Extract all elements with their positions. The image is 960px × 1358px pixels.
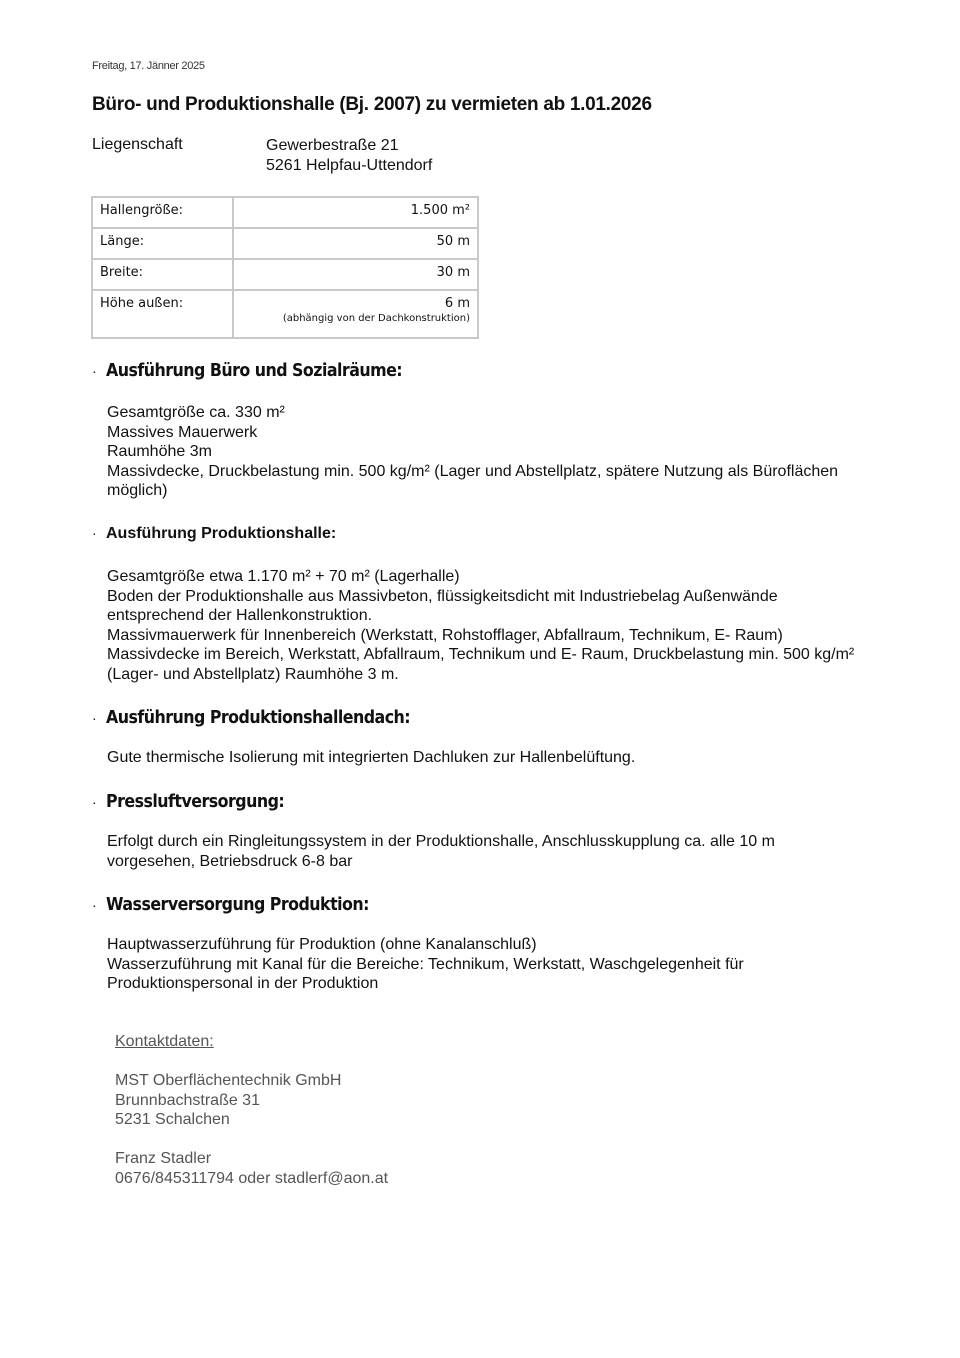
section-compressed-air [92, 791, 867, 871]
section-line: Gute thermische Isolierung mit integrierten Dachluken zur Hallenbelüftung. [107, 749, 636, 766]
section-line: Massivmauerwerk für Innenbereich (Werkstatt, Rohstofflager, Abfallraum, Technikum, E- Raum) [107, 626, 783, 644]
contact-block [115, 1032, 388, 1188]
contact-street: Brunnbachstraße 31 [115, 1091, 260, 1109]
section-line: Massivdecke, Druckbelastung min. 500 kg/m² (Lager und Abstellplatz, spätere Nutzung als Büroflächen möglich) [107, 462, 839, 499]
section-heading: Pressluftversorgung: [106, 791, 285, 812]
spec-value: 50 m [233, 228, 478, 259]
table-row [92, 197, 478, 228]
section-line: Gesamtgröße ca. 330 m² [107, 404, 285, 421]
bullet-icon: · [92, 794, 97, 810]
section-line: Wasserzuführung mit Kanal für die Bereiche: Technikum, Werkstatt, Waschgelegenheit für Produktionspersonal in der Produktion [107, 955, 744, 992]
spec-value-cell [233, 290, 478, 338]
section-line: Raumhöhe 3m [107, 443, 212, 460]
section-water-supply [92, 894, 867, 994]
document-title: Büro- und Produktionshalle (Bj. 2007) zu vermieten ab 1.01.2026 [92, 94, 652, 115]
table-row [92, 228, 478, 259]
section-line: Hauptwasserzuführung für Produktion (ohne Kanalanschluß) [107, 936, 537, 953]
spec-label: Höhe außen: [92, 290, 233, 338]
bullet-icon: · [92, 363, 97, 379]
table-row [92, 259, 478, 290]
section-heading: Ausführung Produktionshallendach: [106, 707, 411, 728]
contact-company: MST Oberflächentechnik GmbH [115, 1072, 342, 1089]
section-office [92, 360, 867, 501]
section-line: Gesamtgröße etwa 1.170 m² + 70 m² (Lagerhalle) [107, 568, 460, 585]
spec-value: 6 m [444, 296, 470, 311]
document-date: Freitag, 17. Jänner 2025 [92, 60, 205, 72]
spec-note: (abhängig von der Dachkonstruktion) [282, 313, 470, 324]
section-production-hall [92, 525, 872, 684]
property-address [266, 136, 432, 176]
section-line: Massives Mauerwerk [107, 423, 258, 441]
spec-label: Hallengröße: [92, 197, 233, 228]
section-heading: Ausführung Produktionshalle: [106, 525, 337, 542]
section-line: Boden der Produktionshalle aus Massivbeton, flüssigkeitsdicht mit Industriebelag Außenwände entsprechend der Hallenkonstruktion. [107, 587, 778, 624]
contact-heading: Kontaktdaten: [115, 1033, 214, 1050]
address-city: 5261 Helpfau-Uttendorf [266, 157, 433, 174]
address-street: Gewerbestraße 21 [266, 137, 399, 154]
specs-table [91, 196, 479, 339]
contact-person: Franz Stadler [115, 1150, 212, 1167]
contact-phone-email: 0676/845311794 oder stadlerf@aon.at [115, 1169, 389, 1187]
spec-label: Breite: [92, 259, 233, 290]
spec-label: Länge: [92, 228, 233, 259]
spec-value: 1.500 m² [233, 197, 478, 228]
property-label: Liegenschaft [92, 136, 183, 153]
section-line: Erfolgt durch ein Ringleitungssystem in der Produktionshalle, Anschlusskupplung ca. alle 10 m vorgesehen, Betriebsdruck 6-8 bar [107, 833, 775, 870]
section-heading: Wasserversorgung Produktion: [106, 894, 369, 915]
bullet-icon: · [92, 897, 97, 913]
bullet-icon: · [92, 525, 97, 541]
section-roof [92, 707, 867, 768]
contact-city: 5231 Schalchen [115, 1111, 230, 1128]
spec-value: 30 m [233, 259, 478, 290]
section-heading: Ausführung Büro und Sozialräume: [106, 360, 403, 381]
section-line: Massivdecke im Bereich, Werkstatt, Abfallraum, Technikum und E- Raum, Druckbelastung min. 500 kg/m² (Lager- und Abstellplatz) Raumhöhe 3 m. [107, 646, 855, 683]
table-row [92, 290, 478, 338]
bullet-icon: · [92, 710, 97, 726]
